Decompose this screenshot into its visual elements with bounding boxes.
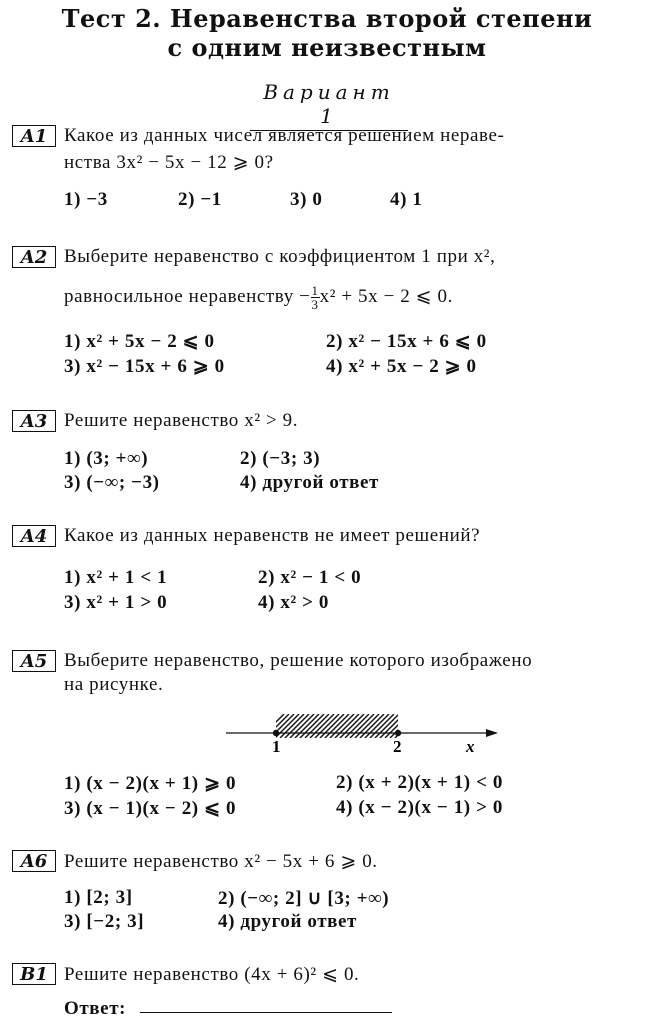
a4-option-2[interactable]: 2) x² − 1 < 0 [258, 567, 362, 588]
point-2 [395, 730, 401, 736]
a3-option-1[interactable]: 1) (3; +∞) [64, 448, 149, 469]
a3-option-3[interactable]: 3) (−∞; −3) [64, 472, 160, 493]
variant-heading: Вариант 1 [250, 80, 408, 131]
a2-question-line1: Выберите неравенство с коэффициентом 1 при x², [64, 246, 496, 267]
a4-option-4[interactable]: 4) x² > 0 [258, 592, 330, 613]
a1-option-2[interactable]: 2) −1 [178, 189, 222, 210]
a1-option-1[interactable]: 1) −3 [64, 189, 108, 210]
a3-question: Решите неравенство x² > 9. [64, 410, 299, 431]
page-subtitle: с одним неизвестным [167, 33, 487, 62]
a4-option-3[interactable]: 3) x² + 1 > 0 [64, 592, 168, 613]
question-label-a4: A4 [12, 525, 56, 547]
a5-option-3[interactable]: 3) (x − 1)(x − 2) ⩽ 0 [64, 798, 237, 819]
question-label-a6: A6 [12, 850, 56, 872]
question-label-a5: A5 [12, 650, 56, 672]
a2-option-2[interactable]: 2) x² − 15x + 6 ⩽ 0 [326, 331, 487, 352]
question-label-a3: A3 [12, 410, 56, 432]
a2-option-3[interactable]: 3) x² − 15x + 6 ⩾ 0 [64, 356, 225, 377]
a2-question-line2 [64, 284, 453, 311]
a2-question-line2-end: x² + 5x − 2 ⩽ 0. [319, 285, 454, 307]
axis-variable: x [466, 737, 475, 756]
axis-arrow [486, 729, 498, 737]
a2-option-4[interactable]: 4) x² + 5x − 2 ⩾ 0 [326, 356, 477, 377]
a5-question-line1: Выберите неравенство, решение которого изображено [64, 650, 533, 671]
a3-option-4[interactable]: 4) другой ответ [240, 472, 379, 493]
point-1 [273, 730, 279, 736]
answer-label: Ответ: [64, 998, 127, 1019]
answer-input-line[interactable] [140, 1012, 392, 1013]
a1-option-3[interactable]: 3) 0 [290, 189, 323, 210]
question-label-a1: A1 [12, 125, 56, 147]
a6-question: Решите неравенство x² − 5x + 6 ⩾ 0. [64, 851, 378, 872]
a5-question-line2: на рисунке. [64, 674, 164, 695]
a6-option-2[interactable]: 2) (−∞; 2] ∪ [3; +∞) [218, 888, 390, 909]
a6-option-3[interactable]: 3) [−2; 3] [64, 911, 145, 932]
a6-option-4[interactable]: 4) другой ответ [218, 911, 357, 932]
a2-question-line2-start: равносильное неравенству − [64, 285, 311, 307]
a1-option-4[interactable]: 4) 1 [390, 189, 423, 210]
a6-option-1[interactable]: 1) [2; 3] [64, 887, 133, 908]
a2-option-1[interactable]: 1) x² + 5x − 2 ⩽ 0 [64, 331, 215, 352]
a5-option-2[interactable]: 2) (x + 2)(x + 1) < 0 [336, 772, 503, 793]
a5-option-4[interactable]: 4) (x − 2)(x − 1) > 0 [336, 797, 503, 818]
a3-option-2[interactable]: 2) (−3; 3) [240, 448, 321, 469]
page-title: Тест 2. Неравенства второй степени [61, 4, 593, 33]
tick-label-2: 2 [393, 737, 402, 756]
a1-question-line2: нства 3x² − 5x − 12 ⩾ 0? [64, 152, 274, 173]
b1-question: Решите неравенство (4x + 6)² ⩽ 0. [64, 964, 360, 985]
number-line-figure [220, 706, 500, 758]
a5-option-1[interactable]: 1) (x − 2)(x + 1) ⩾ 0 [64, 773, 237, 794]
question-label-a2: A2 [12, 246, 56, 268]
tick-label-1: 1 [272, 737, 281, 756]
a4-question: Какое из данных неравенств не имеет решений? [64, 525, 481, 546]
fraction-one-third: $\frac{1}{3}$ [311, 283, 319, 312]
a4-option-1[interactable]: 1) x² + 1 < 1 [64, 567, 168, 588]
a1-question-line1: Какое из данных чисел является решением нераве- [64, 125, 505, 146]
question-label-b1: B1 [12, 963, 56, 985]
